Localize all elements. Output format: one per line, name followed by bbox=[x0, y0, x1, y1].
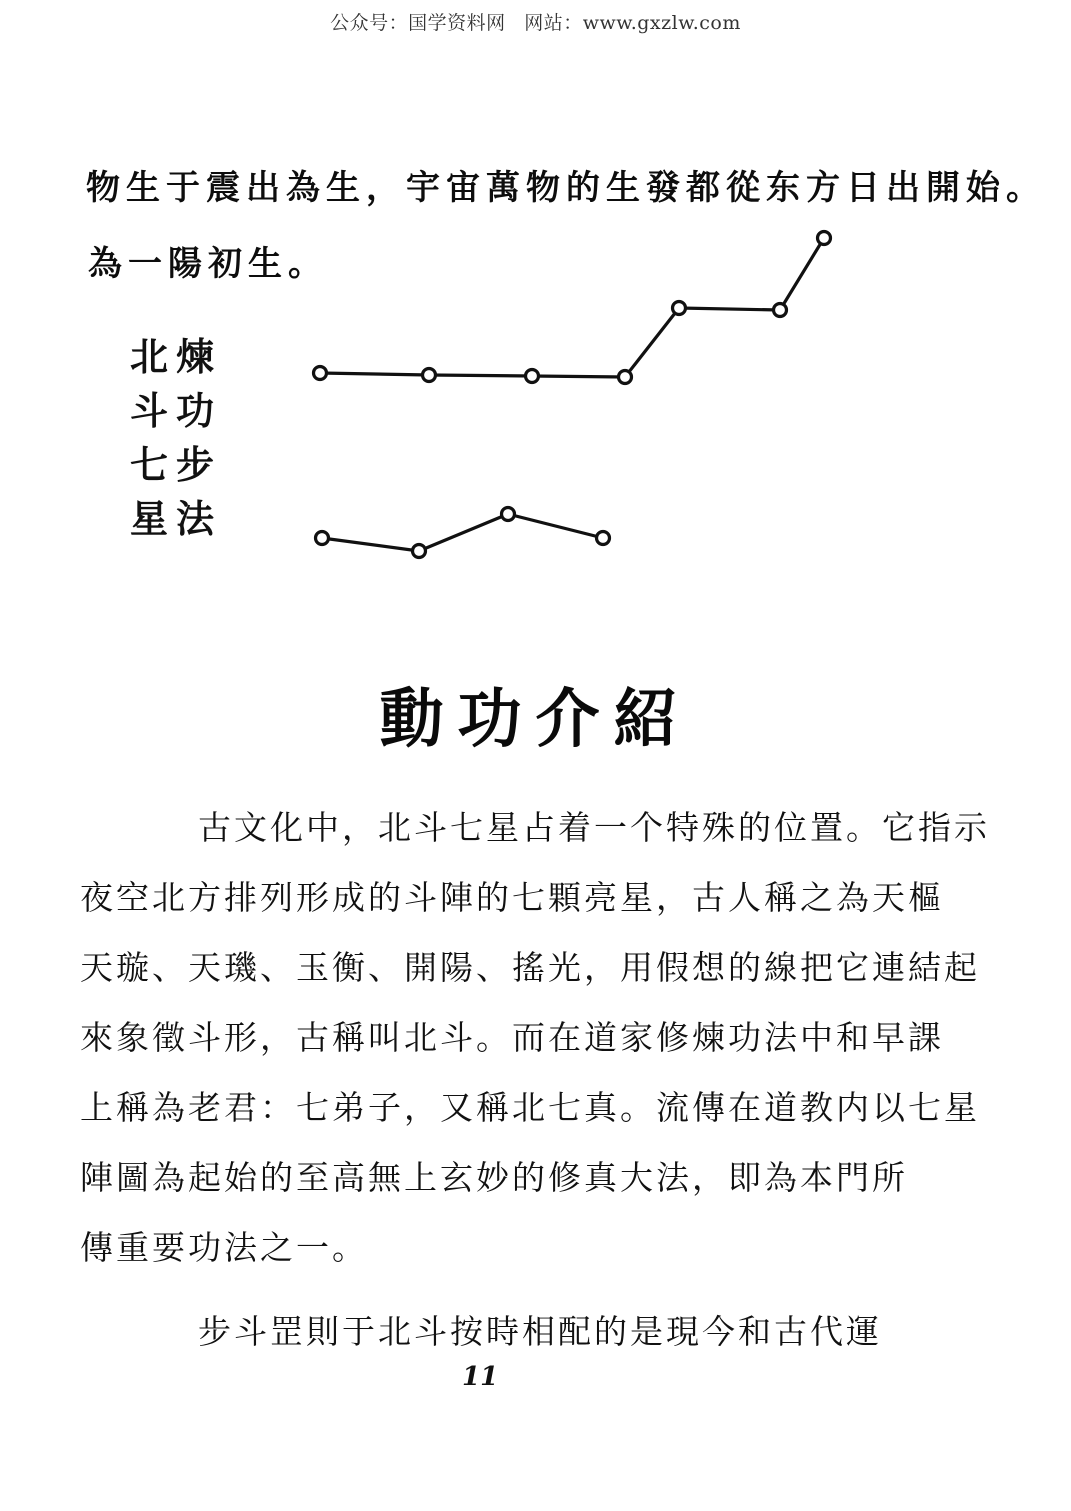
star-node-icon bbox=[314, 367, 327, 380]
paragraph-line: 天璇、天璣、玉衡、開陽、搖光，用假想的線把它連結起 bbox=[80, 948, 980, 987]
paragraph-line: 上稱為老君：七弟子，又稱北七真。流傳在道教内以七星 bbox=[80, 1088, 980, 1127]
vertical-char: 北 bbox=[130, 334, 169, 379]
vertical-char: 煉 bbox=[176, 334, 215, 379]
star-node-icon bbox=[774, 304, 787, 317]
vertical-char: 步 bbox=[176, 442, 215, 487]
paragraph-2 bbox=[80, 1297, 930, 1367]
star-node-icon bbox=[423, 369, 436, 382]
paragraph-line: 夜空北方排列形成的斗陣的七顆亮星，古人稱之為天樞 bbox=[80, 878, 944, 917]
wechat-label: 公众号：国学资料网 bbox=[330, 12, 506, 34]
site-label: 网站：www.gxzlw.com bbox=[524, 12, 741, 34]
paragraph-1 bbox=[80, 793, 990, 1283]
intro-line-1: 物生于震出為生，宇宙萬物的生發都從东方日出開始。 bbox=[86, 168, 1046, 208]
paragraph-line: 傳重要功法之一。 bbox=[80, 1228, 368, 1267]
vertical-char: 斗 bbox=[130, 388, 169, 433]
paragraph-line: 步斗罡則于北斗按時相配的是現今和古代運 bbox=[198, 1312, 882, 1351]
vertical-char: 法 bbox=[176, 496, 215, 541]
watermark-header bbox=[0, 8, 1071, 35]
star-node-icon bbox=[502, 508, 515, 521]
paragraph-line: 來象徵斗形，古稱叫北斗。而在道家修煉功法中和早課 bbox=[80, 1018, 944, 1057]
intro-line-2: 為一陽初生。 bbox=[88, 244, 328, 284]
section-title: 動功介紹 bbox=[379, 682, 692, 757]
lower-star-chain bbox=[316, 508, 610, 558]
paragraph-line: 古文化中，北斗七星占着一个特殊的位置。它指示 bbox=[198, 808, 990, 847]
star-node-icon bbox=[526, 370, 539, 383]
star-connector-line bbox=[320, 238, 824, 377]
star-node-icon bbox=[413, 545, 426, 558]
star-node-icon bbox=[818, 232, 831, 245]
upper-star-chain bbox=[314, 232, 831, 384]
vertical-title-col-2 bbox=[176, 330, 214, 546]
vertical-title-col-1 bbox=[130, 330, 168, 546]
star-node-icon bbox=[316, 532, 329, 545]
vertical-title bbox=[130, 330, 214, 546]
star-node-icon bbox=[597, 532, 610, 545]
star-node-icon bbox=[673, 302, 686, 315]
star-node-icon bbox=[619, 371, 632, 384]
vertical-char: 星 bbox=[130, 496, 169, 541]
vertical-char: 七 bbox=[130, 442, 169, 487]
paragraph-line: 陣圖為起始的至高無上玄妙的修真大法，即為本門所 bbox=[80, 1158, 908, 1197]
vertical-char: 功 bbox=[176, 388, 215, 433]
page-number: 11 bbox=[462, 1362, 499, 1392]
star-connector-line bbox=[322, 514, 603, 551]
